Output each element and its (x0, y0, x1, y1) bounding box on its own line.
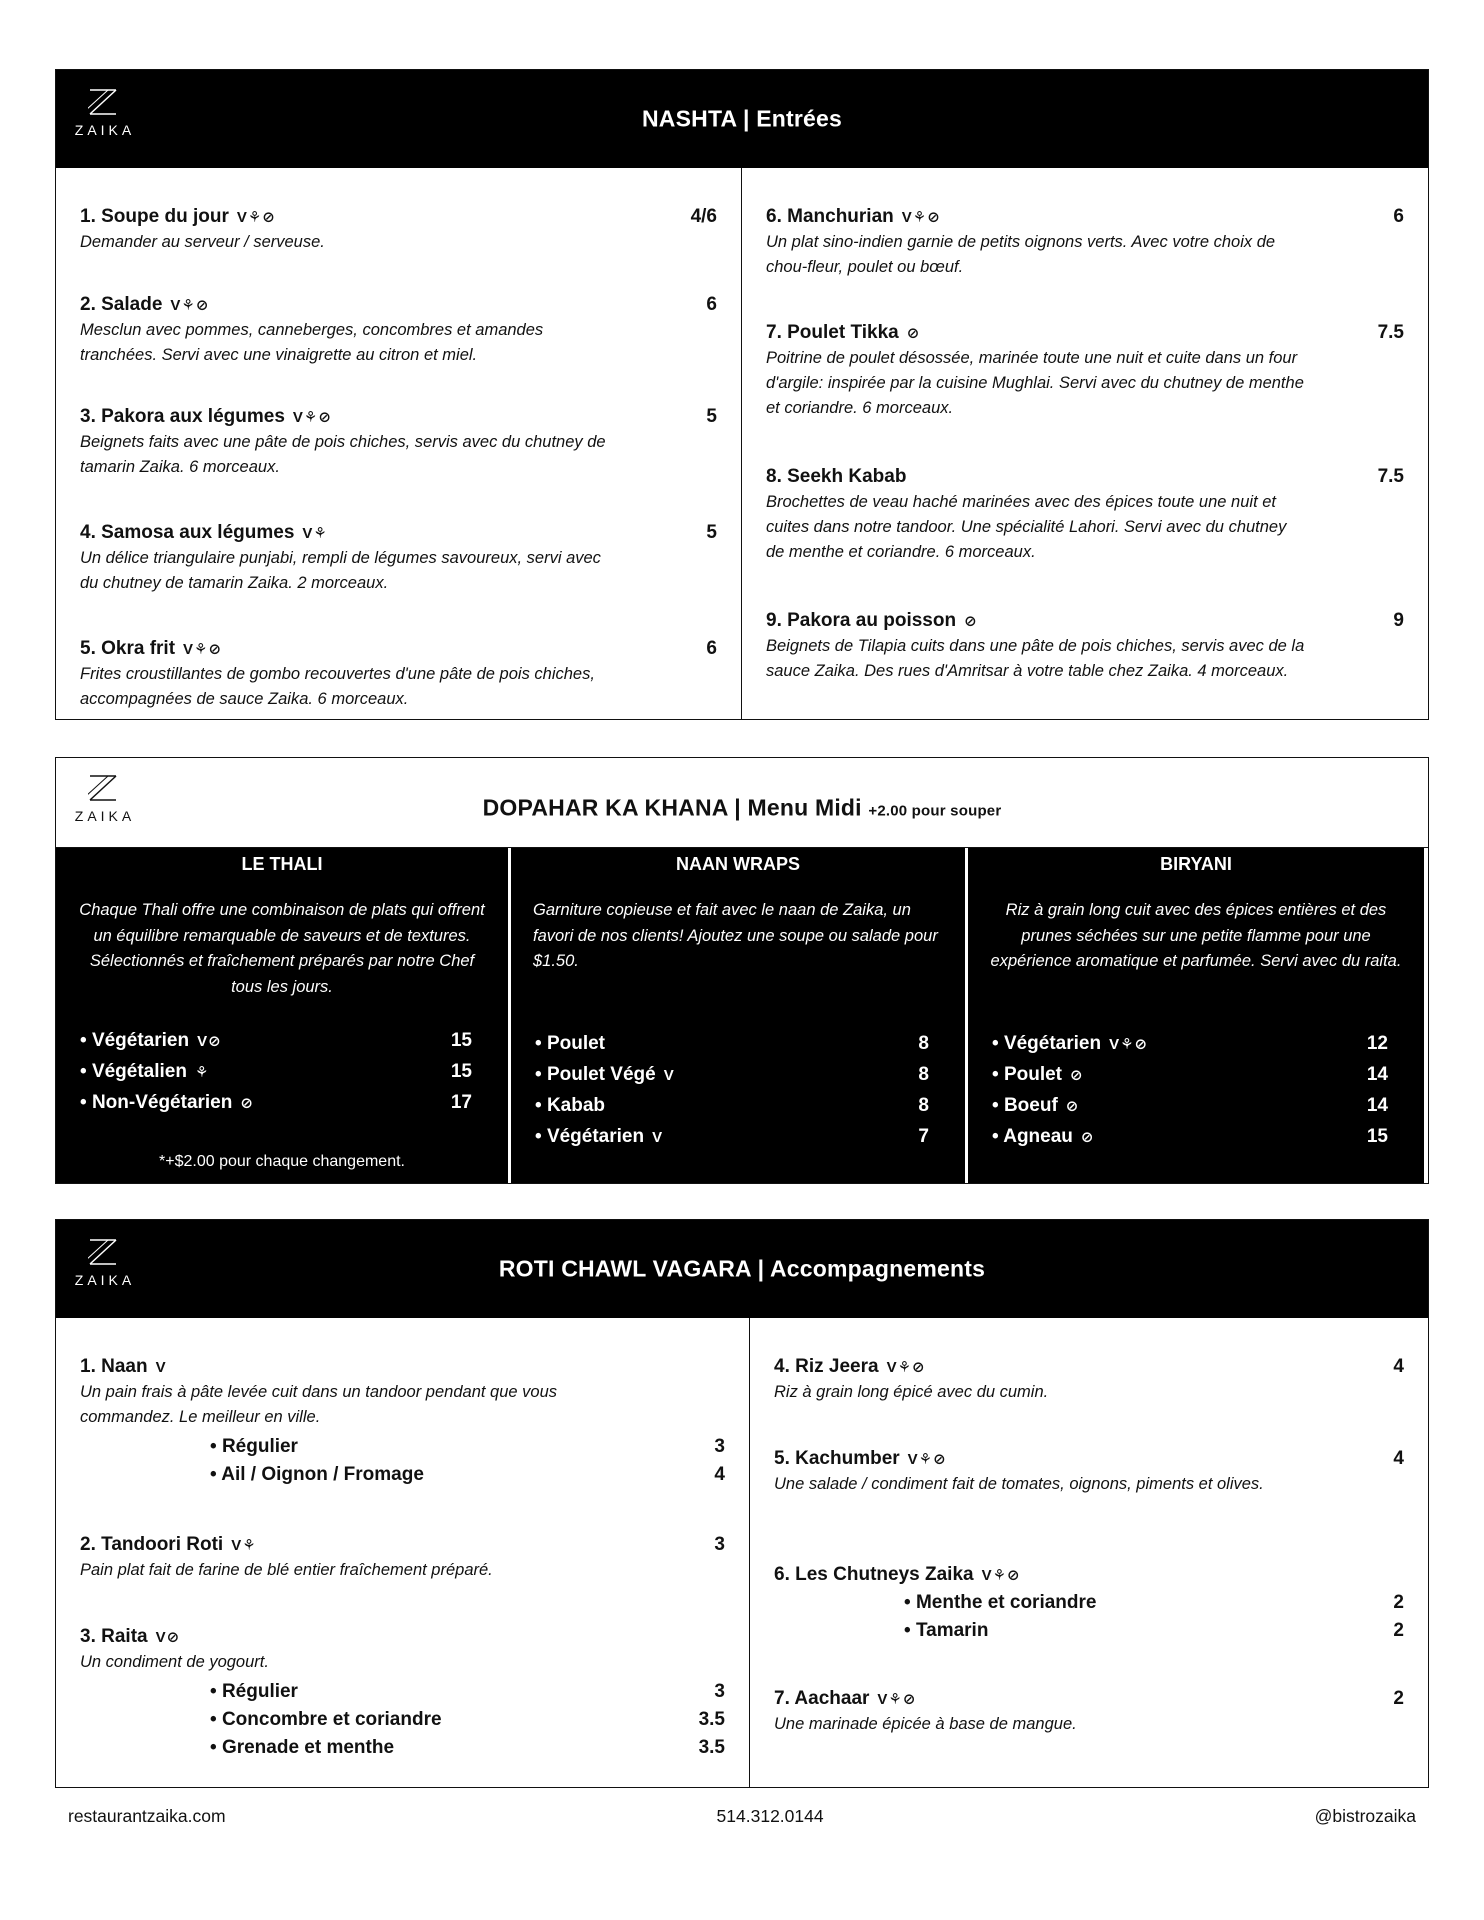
dopahar-header (56, 758, 1428, 848)
row-label: • Poulet (992, 1064, 1062, 1085)
sub-label: • Ail / Oignon / Fromage (210, 1464, 424, 1486)
item-name: 9. Pakora au poisson (766, 610, 957, 631)
diet-icons: ⊘ (1080, 1129, 1095, 1146)
item-price: 6 (1393, 206, 1404, 227)
sub-label: • Menthe et coriandre (904, 1592, 1096, 1614)
item-name: 4. Riz Jeera (774, 1356, 879, 1377)
row-price: 15 (450, 1061, 472, 1082)
item-price: 2 (1393, 1688, 1404, 1709)
menu-item (766, 610, 1404, 684)
column-description: Chaque Thali offre une combinaison de plats qui offrent un équilibre remarquable de saveurs et de textures. Sélectionnés et fraîchement préparés par notre Chef tous les jours. (79, 901, 485, 996)
item-name: 8. Seekh Kabab (766, 466, 907, 487)
column-heading: NAAN WRAPS (676, 854, 800, 874)
item-name: 1. Soupe du jour (80, 206, 229, 227)
row-label: • Végétarien (80, 1030, 189, 1051)
item-price: 4 (1393, 1356, 1404, 1377)
diet-icons: V⊘ (155, 1629, 181, 1646)
diet-icons: V⚘⊘ (170, 297, 210, 314)
diet-icons: V⚘⊘ (886, 1359, 926, 1376)
sub-price: 3.5 (698, 1737, 725, 1758)
section-title-main: DOPAHAR KA KHANA | Menu Midi (482, 794, 862, 821)
diet-icons: V⚘ (231, 1537, 257, 1554)
diet-icons: ⊘ (906, 325, 921, 342)
row-price: 8 (918, 1064, 929, 1085)
sub-option (210, 1681, 725, 1703)
diet-icons: V (155, 1359, 167, 1376)
column-heading: LE THALI (241, 854, 323, 874)
sub-label: • Grenade et menthe (210, 1737, 394, 1759)
item-price: 6 (706, 294, 717, 315)
sub-option (904, 1592, 1404, 1614)
price-row (535, 1095, 929, 1126)
footer (68, 1806, 1416, 1827)
sub-option (904, 1620, 1404, 1642)
price-row (80, 1061, 472, 1092)
nashta-left-column (56, 168, 742, 719)
section-title: NASHTA | Entrées (641, 105, 843, 132)
column-heading: BIRYANI (1160, 854, 1232, 874)
diet-icons: V⚘⊘ (292, 409, 332, 426)
item-price: 4 (1393, 1448, 1404, 1469)
item-price: 6 (706, 638, 717, 659)
item-name: 5. Kachumber (774, 1448, 900, 1469)
item-name: 1. Naan (80, 1356, 148, 1377)
diet-icons: V (663, 1067, 675, 1084)
item-price: 3 (714, 1534, 725, 1555)
item-description: Demander au serveur / serveuse. (80, 233, 325, 251)
row-label: • Non-Végétarien (80, 1092, 232, 1113)
menu-item (80, 638, 717, 712)
item-description: Frites croustillantes de gombo recouvertes d'une pâte de pois chiches, accompagnées de sauce Zaika. 6 morceaux. (80, 665, 595, 708)
diet-icons: V⚘⊘ (877, 1691, 917, 1708)
nashta-section (55, 69, 1429, 720)
sub-option (210, 1464, 725, 1486)
menu-item (80, 1356, 725, 1486)
item-description: Beignets de Tilapia cuits dans une pâte de pois chiches, servis avec de la sauce Zaika. Des rues d'Amritsar à votre table chez Zaika. 4 morceaux. (766, 637, 1305, 680)
item-description: Un pain frais à pâte levée cuit dans un tandoor pendant que vous commandez. Le meilleur en ville. (80, 1383, 558, 1426)
diet-icons: ⊘ (240, 1095, 254, 1112)
row-label: • Poulet Végé (535, 1064, 656, 1085)
section-title: ROTI CHAWL VAGARA | Accompagnements (498, 1255, 986, 1282)
column-description: Garniture copieuse et fait avec le naan de Zaika, un favori de nos clients! Ajoutez une soupe ou salade pour $1.50. (533, 901, 938, 970)
menu-item (80, 294, 717, 368)
logo-word: ZAIKA (74, 1272, 136, 1288)
sub-label: • Concombre et coriandre (210, 1709, 442, 1731)
diet-icons: V⚘⊘ (1109, 1036, 1149, 1053)
sub-label: • Régulier (210, 1681, 298, 1703)
item-description: Brochettes de veau haché marinées avec des épices toute une nuit et cuites dans notre tandoor. Une spécialité Lahori. Servi avec du chutney de menthe et coriandre. 6 morceaux. (766, 493, 1287, 561)
menu-item (80, 1534, 725, 1583)
item-price: 7.5 (1377, 322, 1404, 343)
item-name: 2. Tandoori Roti (80, 1534, 224, 1555)
section-title-note: +2.00 pour souper (868, 802, 1002, 820)
menu-item (80, 406, 717, 480)
row-price: 15 (1366, 1126, 1388, 1147)
diet-icons: V⚘⊘ (183, 641, 223, 658)
sub-price: 2 (1393, 1620, 1404, 1641)
item-name: 6. Manchurian (766, 206, 894, 227)
sub-price: 4 (714, 1464, 725, 1485)
website-link[interactable]: restaurantzaika.com (68, 1806, 226, 1826)
diet-icons: V⚘⊘ (907, 1451, 947, 1468)
item-name: 2. Salade (80, 294, 163, 315)
item-description: Une salade / condiment fait de tomates, oignons, piments et olives. (774, 1475, 1264, 1493)
price-row (535, 1126, 929, 1157)
row-price: 12 (1366, 1033, 1388, 1054)
naan-wraps-column (508, 848, 965, 1183)
diet-icons: ⚘ (194, 1064, 210, 1081)
roti-header (56, 1220, 1428, 1318)
price-row (535, 1064, 929, 1095)
price-row (992, 1064, 1388, 1095)
logo-word: ZAIKA (74, 808, 136, 824)
roti-section (55, 1219, 1429, 1788)
row-label: • Végétarien (535, 1126, 644, 1147)
column-description: Riz à grain long cuit avec des épices entières et des prunes séchées sur une petite flamme pour une expérience aromatique et parfumée. Servi avec du raita. (990, 901, 1402, 970)
row-label: • Kabab (535, 1095, 605, 1116)
row-label: • Végétarien (992, 1033, 1101, 1054)
item-description: Un délice triangulaire punjabi, rempli de légumes savoureux, servi avec du chutney de tamarin Zaika. 2 morceaux. (80, 549, 601, 592)
roti-left-column (56, 1318, 750, 1787)
sub-price: 3 (714, 1436, 725, 1457)
sub-option (210, 1709, 725, 1731)
row-price: 7 (918, 1126, 929, 1147)
item-name: 3. Raita (80, 1626, 148, 1647)
row-label: • Agneau (992, 1126, 1073, 1147)
item-description: Poitrine de poulet désossée, marinée toute une nuit et cuite dans un four d'argile: inspirée par la cuisine Mughlai. Servi avec du chutney de menthe et coriandre. 6 morceaux. (766, 349, 1304, 417)
diet-icons: V⚘ (302, 525, 328, 542)
row-price: 14 (1366, 1095, 1388, 1116)
item-price: 7.5 (1377, 466, 1404, 487)
biryani-column (965, 848, 1424, 1183)
menu-item (80, 206, 717, 255)
sub-label: • Tamarin (904, 1620, 988, 1642)
item-price: 5 (706, 522, 717, 543)
diet-icons: ⊘ (964, 613, 978, 630)
price-row (992, 1126, 1388, 1157)
thali-column (56, 848, 508, 1183)
item-name: 7. Aachaar (774, 1688, 870, 1709)
row-label: • Poulet (535, 1033, 605, 1054)
sub-price: 3.5 (698, 1709, 725, 1730)
item-description: Mesclun avec pommes, canneberges, concombres et amandes tranchées. Servi avec une vinaigrette au citron et miel. (80, 321, 544, 364)
price-row (992, 1033, 1388, 1064)
row-label: • Végétalien (80, 1061, 187, 1082)
section-title (56, 795, 1428, 822)
diet-icons: V (652, 1129, 664, 1146)
nashta-right-column (742, 168, 1428, 719)
item-name: 3. Pakora aux légumes (80, 406, 285, 427)
nashta-header (56, 70, 1428, 168)
diet-icons: ⊘ (1070, 1067, 1084, 1084)
row-price: 15 (450, 1030, 472, 1051)
diet-icons: ⊘ (1065, 1098, 1080, 1115)
diet-icons: V⚘⊘ (236, 209, 276, 226)
row-price: 8 (918, 1033, 929, 1054)
menu-item (766, 466, 1404, 565)
menu-item (774, 1448, 1404, 1497)
item-price: 5 (706, 406, 717, 427)
item-name: 4. Samosa aux légumes (80, 522, 295, 543)
social-handle[interactable]: @bistrozaika (1314, 1806, 1416, 1826)
diet-icons: V⚘⊘ (981, 1567, 1021, 1584)
row-label: • Boeuf (992, 1095, 1058, 1116)
item-price: 9 (1393, 610, 1404, 631)
sub-option (210, 1436, 725, 1458)
menu-item (774, 1564, 1404, 1642)
item-name: 6. Les Chutneys Zaika (774, 1564, 974, 1585)
item-description: Un plat sino-indien garnie de petits oignons verts. Avec votre choix de chou-fleur, poulet ou bœuf. (766, 233, 1276, 276)
row-price: 14 (1366, 1064, 1388, 1085)
menu-item (774, 1688, 1404, 1737)
logo-word: ZAIKA (74, 122, 136, 138)
diet-icons: V⚘⊘ (901, 209, 941, 226)
menu-item (766, 322, 1404, 421)
item-description: Pain plat fait de farine de blé entier fraîchement préparé. (80, 1561, 493, 1579)
menu-item (774, 1356, 1404, 1405)
menu-item (766, 206, 1404, 280)
menu-item (80, 522, 717, 596)
item-name: 5. Okra frit (80, 638, 176, 659)
item-description: Une marinade épicée à base de mangue. (774, 1715, 1077, 1733)
row-price: 17 (450, 1092, 472, 1113)
sub-price: 2 (1393, 1592, 1404, 1613)
price-row (80, 1092, 472, 1123)
phone-number[interactable]: 514.312.0144 (716, 1806, 824, 1826)
sub-price: 3 (714, 1681, 725, 1702)
price-row (535, 1033, 929, 1064)
item-description: Riz à grain long épicé avec du cumin. (774, 1383, 1049, 1401)
item-name: 7. Poulet Tikka (766, 322, 899, 343)
diet-icons: V⊘ (197, 1033, 222, 1050)
sub-option (210, 1737, 725, 1759)
dopahar-section (55, 757, 1429, 1184)
row-price: 8 (918, 1095, 929, 1116)
menu-item (80, 1626, 725, 1759)
item-price: 4/6 (690, 206, 717, 227)
price-row (80, 1030, 472, 1061)
item-description: Un condiment de yogourt. (80, 1653, 269, 1671)
item-description: Beignets faits avec une pâte de pois chiches, servis avec du chutney de tamarin Zaika. 6 morceaux. (80, 433, 606, 476)
thali-note: *+$2.00 pour chaque changement. (159, 1153, 405, 1170)
sub-label: • Régulier (210, 1436, 298, 1458)
price-row (992, 1095, 1388, 1126)
roti-right-column (750, 1318, 1428, 1787)
